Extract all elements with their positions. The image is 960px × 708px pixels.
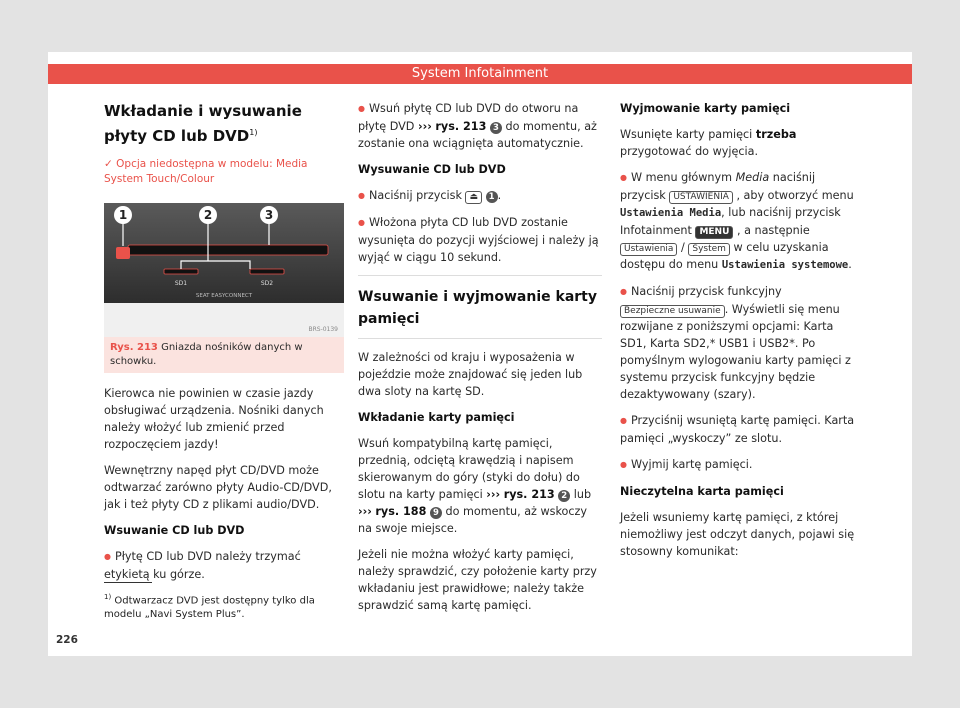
bullet-hold-label-up: [104, 548, 344, 583]
footnote-number: 1): [104, 593, 112, 601]
paragraph-card-check: Jeżeli nie można włożyć karty pamięci, należy sprawdzić, czy położenie karty przy wkładaniu jest prawidłowe; należy także sprawdzić samą kartę pamięci.: [358, 548, 597, 612]
figure-ref-link[interactable]: rys. 213: [503, 488, 555, 501]
figure-code: BRS-0139: [308, 326, 338, 333]
callout-2-label: 2: [203, 208, 213, 222]
caption-text: Gniazda nośników danych w schowku.: [110, 342, 303, 367]
bullet-press-eject: ● Naciśnij przycisk ⏏ 1 .: [358, 187, 602, 205]
bullet-text: Wyjmij kartę pamięci.: [630, 458, 753, 471]
callout-1: [114, 206, 132, 224]
figure-media-slots: [104, 203, 344, 337]
bullet-press-card: [620, 412, 862, 447]
text-a: W menu głównym: [630, 171, 733, 184]
subheading-remove-card: Wyjmowanie karty pamięci: [620, 102, 791, 115]
column-3: [620, 100, 862, 569]
eject-key-icon: ⏏: [465, 191, 482, 204]
heading-text: Wkładanie i wysuwanie płyty CD lub DVD: [104, 102, 302, 145]
check-icon: ✓: [104, 158, 117, 170]
bullet-text: Płytę CD lub DVD należy trzymać etykietą ku górze.: [104, 550, 301, 581]
text-a: Wsuń kompatybilną kartę pamięci, przednią, odciętą krawędzią i napisem skierowanym do góry (styki do dołu) do slotu na karty pamięci: [358, 437, 580, 501]
text-g: .: [848, 258, 852, 271]
text-a: Wsunięte karty pamięci: [620, 128, 753, 141]
bullet-disc-ejected: [358, 214, 602, 266]
figure-ref-link[interactable]: rys. 213: [435, 120, 487, 133]
slots-illustration: [104, 203, 344, 337]
bullet-text-a: Wsuń płytę CD lub DVD do otworu na płytę DVD: [358, 102, 579, 133]
text-f: w celu uzyskania dostępu do menu: [620, 241, 829, 271]
paragraph-drive-capability: Wewnętrzny napęd płyt CD/DVD może odtwarzać zarówno płyty Audio-CD/DVD, jak i też płyty CD z plikami audio/DVD.: [104, 464, 332, 511]
sd1-slot: [164, 269, 198, 274]
bullet-insert-disc: [358, 100, 602, 152]
paragraph-unreadable-card: Jeżeli wsuniemy kartę pamięci, z której niemożliwy jest odczyt danych, pojawi się stosowny komunikat:: [620, 511, 855, 558]
paragraph-prepare-card: [620, 126, 862, 160]
brand-label: SEAT EASYCONNECT: [195, 293, 253, 299]
bullet-text-b: do momentu, aż zostanie ona wciągnięta automatycznie.: [358, 120, 597, 150]
sd2-slot: [250, 269, 284, 274]
bullet-text: Naciśnij przycisk: [368, 189, 462, 202]
menu-name-system: Ustawienia systemowe: [721, 259, 849, 271]
bullet-text: Przyciśnij wsuniętą kartę pamięci. Karta pamięci „wyskoczy” ze slotu.: [620, 414, 855, 445]
slash: /: [681, 241, 685, 254]
ref-arrows: ›››: [486, 488, 501, 501]
page-header: System Infotainment: [48, 64, 912, 84]
text-media: Media: [735, 171, 770, 184]
heading-footnote-mark: 1): [249, 128, 258, 137]
subheading-insert-card: Wkładanie karty pamięci: [358, 411, 515, 424]
callout-marker: 9: [430, 507, 442, 519]
text-b: przygotować do wyjęcia.: [620, 145, 759, 158]
system-key: System: [688, 243, 730, 256]
caption-ref: Rys. 213: [110, 342, 158, 353]
callout-1-label: 1: [118, 208, 128, 222]
dvd-slot: [128, 245, 328, 255]
callout-3-label: 3: [264, 208, 274, 222]
page-number: 226: [56, 634, 78, 646]
bullet-safe-remove: [620, 283, 862, 403]
footnote: [104, 590, 344, 622]
subheading-unreadable-card: Nieczytelna karta pamięci: [620, 485, 784, 498]
callout-marker: 2: [558, 490, 570, 502]
callout-marker: 1: [486, 191, 498, 203]
ref-arrows: ›››: [417, 120, 432, 133]
text-c: , aby otworzyć menu: [736, 189, 854, 202]
text-a: Naciśnij przycisk funkcyjny: [630, 285, 782, 298]
column-2: [358, 100, 602, 623]
text-b: naciśnij przycisk: [620, 171, 816, 202]
settings-key: Ustawienia: [620, 243, 677, 256]
callout-2: [199, 206, 217, 224]
figure-ref-link[interactable]: rys. 188: [375, 505, 427, 518]
text-b: do momentu, aż wskoczy na swoje miejsce.: [358, 505, 588, 535]
text-emphasis: trzeba: [755, 128, 797, 141]
paragraph-driver-warning: Kierowca nie powinien w czasie jazdy obsługiwać urządzenia. Nośniki danych należy włożyć lub zmienić przed rozpoczęciem jazdy!: [104, 387, 324, 451]
menu-key-icon: MENU: [695, 226, 733, 239]
paragraph-sd-slots: W zależności od kraju i wyposażenia w pojeździe może znajdować się jeden lub dwa sloty na kartę SD.: [358, 351, 583, 398]
option-note-text: Opcja niedostępna w modelu: Media System Touch/Colour: [104, 158, 308, 185]
column-1: [104, 100, 344, 592]
bullet-remove-card: [620, 456, 862, 474]
eject-button: [116, 247, 130, 259]
section-heading-disc: [104, 100, 344, 147]
callout-3: [260, 206, 278, 224]
bullet-open-settings: [620, 169, 862, 274]
footnote-text: Odtwarzacz DVD jest dostępny tylko dla modelu „Navi System Plus”.: [104, 595, 315, 621]
text-d: , lub naciśnij przycisk Infotainment: [620, 206, 841, 237]
figure-caption: [104, 337, 344, 373]
section-divider-top: [358, 275, 602, 276]
callout-marker: 3: [490, 122, 502, 134]
settings-key: USTAWIENIA: [669, 191, 733, 204]
text-b: . Wyświetli się menu rozwijane z poniższymi opcjami: Karta SD1, Karta SD2,* USB1 i USB2*. Po pomyślnym wylogowaniu karty pamięci z systemu przycisk funkcyjny będzie dezaktywowany (szary).: [620, 303, 851, 401]
paragraph-insert-card: [358, 435, 602, 537]
option-note: [104, 157, 344, 187]
bullet-text: Włożona płyta CD lub DVD zostanie wysunięta do pozycji wyjściowej i należy ją wyjąć w ciągu 10 sekund.: [358, 216, 599, 264]
menu-name-media: Ustawienia Media: [620, 207, 722, 219]
section-divider-bottom: [358, 338, 602, 339]
subheading-insert-disc: Wsuwanie CD lub DVD: [104, 524, 245, 537]
sd1-label: SD1: [174, 280, 188, 287]
footnote-rule: [104, 582, 152, 583]
ref-arrows: ›››: [358, 505, 372, 518]
safe-remove-key: Bezpieczne usuwanie: [620, 305, 725, 318]
text-e: , a następnie: [736, 224, 810, 237]
text-or: lub: [573, 488, 592, 501]
section-heading-memory-card: Wsuwanie i wyjmowanie karty pamięci: [358, 289, 597, 327]
sd2-label: SD2: [260, 280, 274, 287]
subheading-eject-disc: Wysuwanie CD lub DVD: [358, 163, 506, 176]
